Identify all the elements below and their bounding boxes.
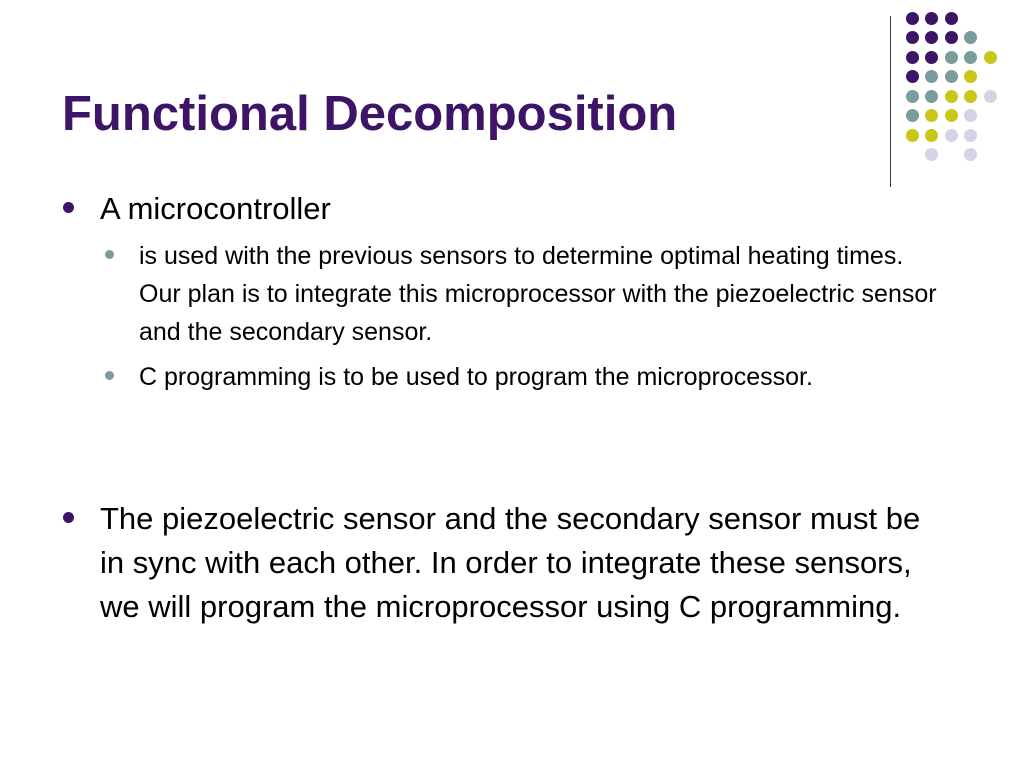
decorative-dot [964, 129, 977, 142]
sub-bullet-dot-icon [105, 371, 114, 380]
decorative-dot [945, 12, 958, 25]
bullet-text: The piezoelectric sensor and the secondary sensor must be in sync with each other. In order to integrate these sensors, we will program the microprocessor using C programming. [100, 501, 921, 624]
decorative-dot [906, 90, 919, 103]
decorative-dot [906, 12, 919, 25]
decorative-dot [925, 12, 938, 25]
slide-title: Functional Decomposition [62, 87, 678, 141]
bullet-item [100, 497, 950, 629]
decorative-dot [906, 51, 919, 64]
bullet-dot-icon [63, 512, 74, 523]
decorative-dot [945, 70, 958, 83]
decorative-dot [925, 129, 938, 142]
bullet-dot-icon [63, 202, 74, 213]
decorative-dot [925, 31, 938, 44]
decorative-dot [984, 51, 997, 64]
decorative-dot [945, 90, 958, 103]
decorative-dot [925, 70, 938, 83]
sub-bullet-text: C programming is to be used to program the microprocessor. [139, 363, 813, 391]
decorative-dot [925, 148, 938, 161]
sub-bullet-text: is used with the previous sensors to determine optimal heating times. Our plan is to integrate this microprocessor with the piezoelectric sensor and the secondary sensor. [139, 242, 937, 346]
decorative-dot [964, 31, 977, 44]
decorative-dot [925, 90, 938, 103]
decorative-dot [925, 51, 938, 64]
decorative-dot [964, 90, 977, 103]
decorative-dot [906, 129, 919, 142]
decorative-dot [964, 51, 977, 64]
sub-bullet-dot-icon [105, 250, 114, 259]
decorative-dot [925, 109, 938, 122]
decorative-dot [945, 51, 958, 64]
title-divider-line [890, 16, 891, 187]
decorative-dot [906, 31, 919, 44]
decorative-dot [964, 70, 977, 83]
decorative-dot [906, 70, 919, 83]
decorative-dot [945, 109, 958, 122]
decorative-dot [906, 109, 919, 122]
decorative-dot [945, 129, 958, 142]
decorative-dot [945, 31, 958, 44]
decorative-dot [964, 148, 977, 161]
decorative-dot [984, 90, 997, 103]
bullet-item [100, 187, 950, 231]
decorative-dot [964, 109, 977, 122]
sub-bullet-item [139, 358, 949, 396]
bullet-text: A microcontroller [100, 191, 331, 226]
sub-bullet-item [139, 237, 949, 351]
